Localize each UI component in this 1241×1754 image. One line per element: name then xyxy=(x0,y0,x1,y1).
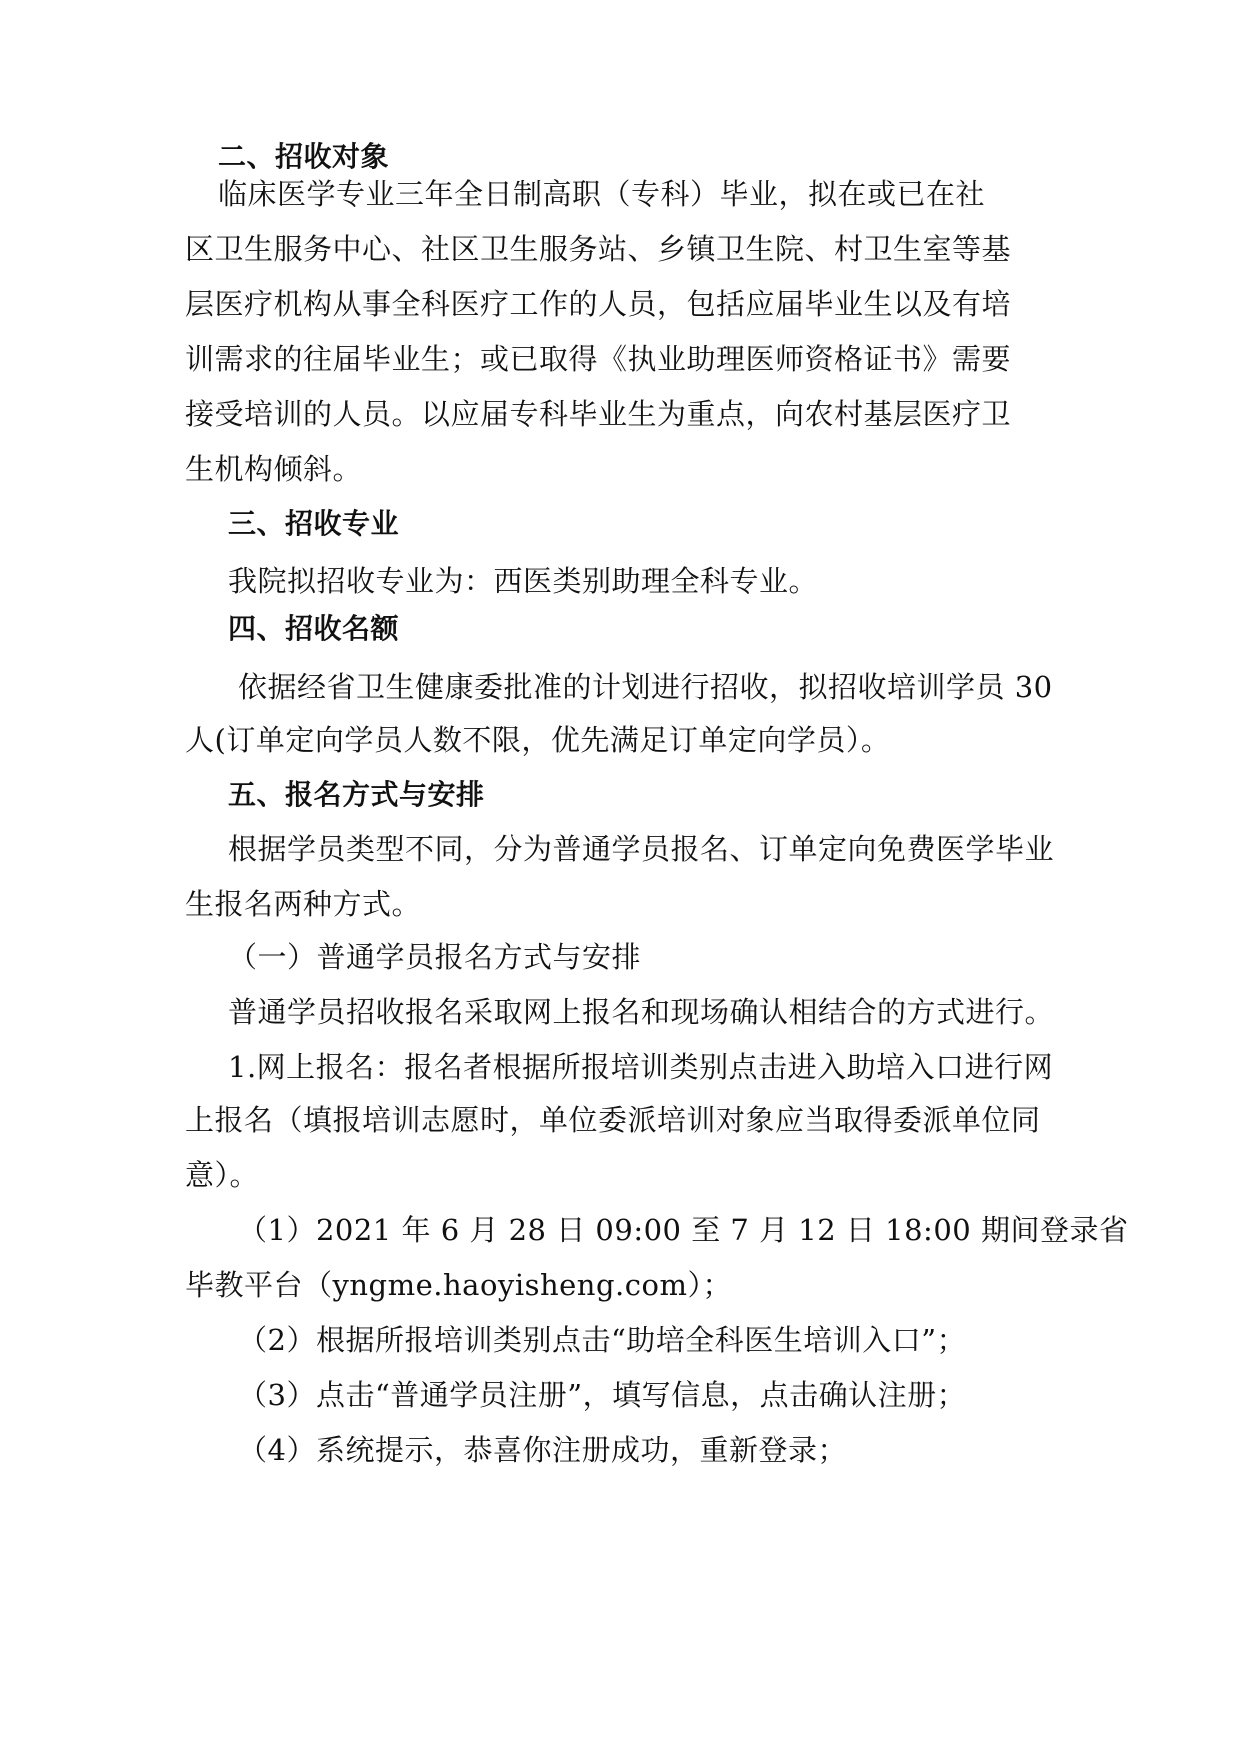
section-5-line-2: 生报名两种方式。 xyxy=(185,887,422,921)
subsection-1-heading: （一）普通学员报名方式与安排 xyxy=(228,940,642,974)
section-2-heading: 二、招收对象 xyxy=(218,140,390,173)
online-registration-line-1: 1.网上报名：报名者根据所报培训类别点击进入助培入口进行网 xyxy=(228,1050,1054,1084)
subsection-1-intro: 普通学员招收报名采取网上报名和现场确认相结合的方式进行。 xyxy=(228,995,1055,1029)
step-1-line-2: 毕教平台（yngme.haoyisheng.com）； xyxy=(185,1268,732,1302)
step-3-line: （3）点击“普通学员注册”，填写信息，点击确认注册； xyxy=(238,1378,967,1412)
section-5-line-1: 根据学员类型不同，分为普通学员报名、订单定向免费医学毕业 xyxy=(228,832,1055,866)
online-registration-line-2: 上报名（填报培训志愿时，单位委派培训对象应当取得委派单位同 xyxy=(185,1103,1041,1137)
step-2-line: （2）根据所报培训类别点击“助培全科医生培训入口”； xyxy=(238,1323,967,1357)
section-4-heading: 四、招收名额 xyxy=(228,612,400,645)
step-4-line: （4）系统提示，恭喜你注册成功，重新登录； xyxy=(238,1433,847,1467)
step-1-line-1: （1）2021 年 6 月 28 日 09:00 至 7 月 12 日 18:00 期间登录省 xyxy=(238,1213,1129,1247)
section-2-line-6: 生机构倾斜。 xyxy=(185,452,363,486)
section-2-line-4: 训需求的往届毕业生；或已取得《执业助理医师资格证书》需要 xyxy=(185,342,1012,376)
section-2-line-3: 层医疗机构从事全科医疗工作的人员，包括应届毕业生以及有培 xyxy=(185,287,1012,321)
section-4-line-2: 人(订单定向学员人数不限，优先满足订单定向学员）。 xyxy=(185,723,891,757)
section-4-line-1: 依据经省卫生健康委批准的计划进行招收，拟招收培训学员 30 xyxy=(238,670,1053,704)
section-3-heading: 三、招收专业 xyxy=(228,507,400,540)
online-registration-line-3: 意）。 xyxy=(185,1158,260,1192)
section-2-line-1: 临床医学专业三年全日制高职（专科）毕业，拟在或已在社 xyxy=(218,177,986,211)
section-3-line: 我院拟招收专业为：西医类别助理全科专业。 xyxy=(228,564,819,598)
section-5-heading: 五、报名方式与安排 xyxy=(228,778,485,811)
section-2-line-2: 区卫生服务中心、社区卫生服务站、乡镇卫生院、村卫生室等基 xyxy=(185,232,1012,266)
section-2-line-5: 接受培训的人员。以应届专科毕业生为重点，向农村基层医疗卫 xyxy=(185,397,1012,431)
